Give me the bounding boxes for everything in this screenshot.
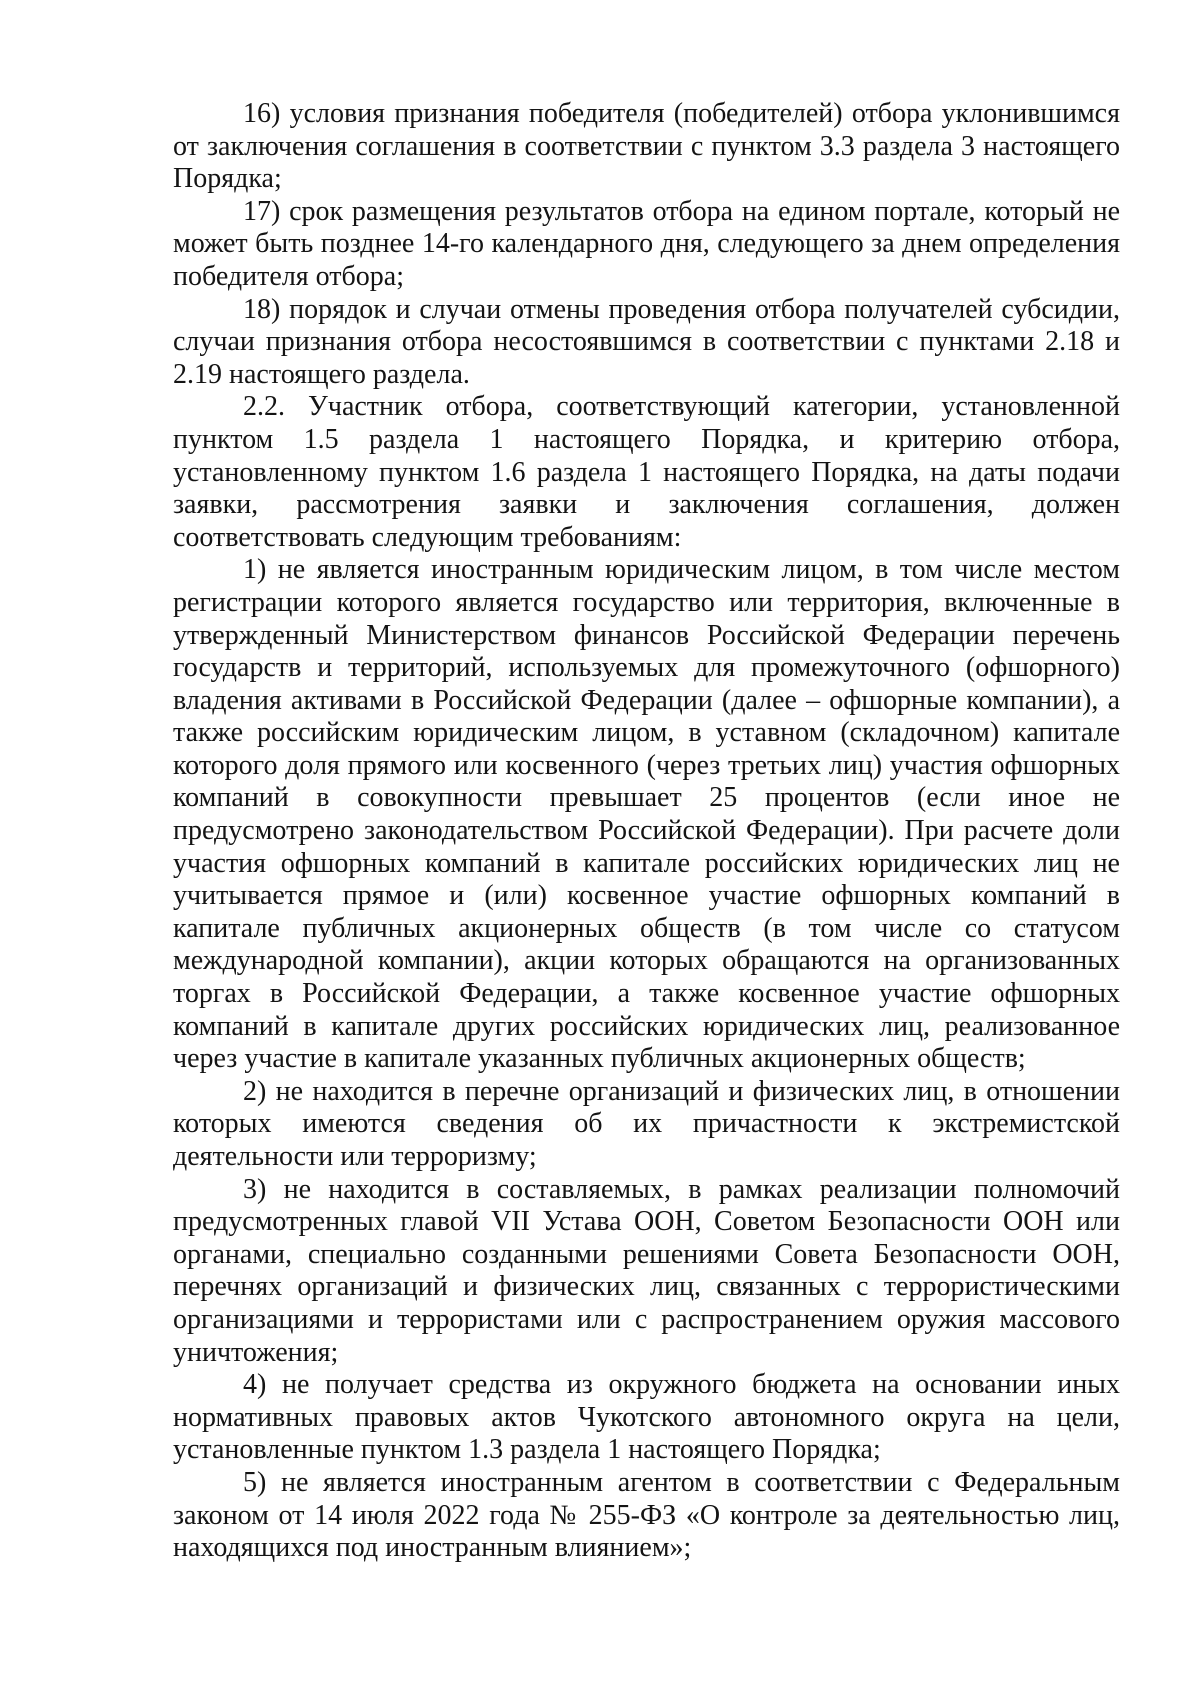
paragraph-requirement-1: 1) не является иностранным юридическим лицом, в том числе местом регистрации которого является государство или территория, включенные в утвержденный Министерством финансов Российской Федерации перечень государств и территорий, используемых для промежуточного (офшорного) владения активами в Российской Федерации (далее – офшорные компании), а также российским юридическим лицом, в уставном (складочном) капитале которого доля прямого или косвенного (через третьих лиц) участия офшорных компаний в совокупности превышает 25 процентов (если иное не предусмотрено законодательством Российской Федерации). При расчете доли участия офшорных компаний в капитале российских юридических лиц не учитывается прямое и (или) косвенное участие офшорных компаний в капитале публичных акционерных обществ (в том числе со статусом международной компании), акции которых обращаются на организованных торгах в Российской Федерации, а также косвенное участие офшорных компаний в капитале других российских юридических лиц, реализованное через участие в капитале указанных публичных акционерных обществ; [173, 554, 1120, 1075]
paragraph-requirement-2: 2) не находится в перечне организаций и физических лиц, в отношении которых имеются сведения об их причастности к экстремистской деятельности или терроризму; [173, 1075, 1120, 1172]
paragraph-section-2-2: 2.2. Участник отбора, соответствующий категории, установленной пунктом 1.5 раздела 1 настоящего Порядка, и критерию отбора, установленному пунктом 1.6 раздела 1 настоящего Порядка, на даты подачи заявки, рассмотрения заявки и заключения соглашения, должен соответствовать следующим требованиям: [173, 391, 1120, 553]
paragraph-requirement-5: 5) не является иностранным агентом в соответствии с Федеральным законом от 14 июля 2022 года № 255-ФЗ «О контроле за деятельностью лиц, находящихся под иностранным влиянием»; [173, 1466, 1120, 1564]
paragraph-item-18: 18) порядок и случаи отмены проведения отбора получателей субсидии, случаи признания отбора несостоявшимся в соответствии с пунктами 2.18 и 2.19 настоящего раздела. [173, 293, 1120, 390]
paragraph-requirement-3: 3) не находится в составляемых, в рамках реализации полномочий предусмотренных главой VII Устава ООН, Советом Безопасности ООН или органами, специально созданными решениями Совета Безопасности ООН, перечнях организаций и физических лиц, связанных с террористическими организациями и террористами или с распространением оружия массового уничтожения; [173, 1173, 1120, 1368]
paragraph-item-17: 17) срок размещения результатов отбора на едином портале, который не может быть позднее 14-го календарного дня, следующего за днем определения победителя отбора; [173, 195, 1120, 292]
paragraph-item-16: 16) условия признания победителя (победителей) отбора уклонившимся от заключения соглашения в соответствии с пунктом 3.3 раздела 3 настоящего Порядка; [173, 98, 1120, 195]
paragraph-requirement-4: 4) не получает средства из окружного бюджета на основании иных нормативных правовых актов Чукотского автономного округа на цели, установленные пунктом 1.3 раздела 1 настоящего Порядка; [173, 1369, 1120, 1466]
document-page [173, 98, 1120, 1565]
